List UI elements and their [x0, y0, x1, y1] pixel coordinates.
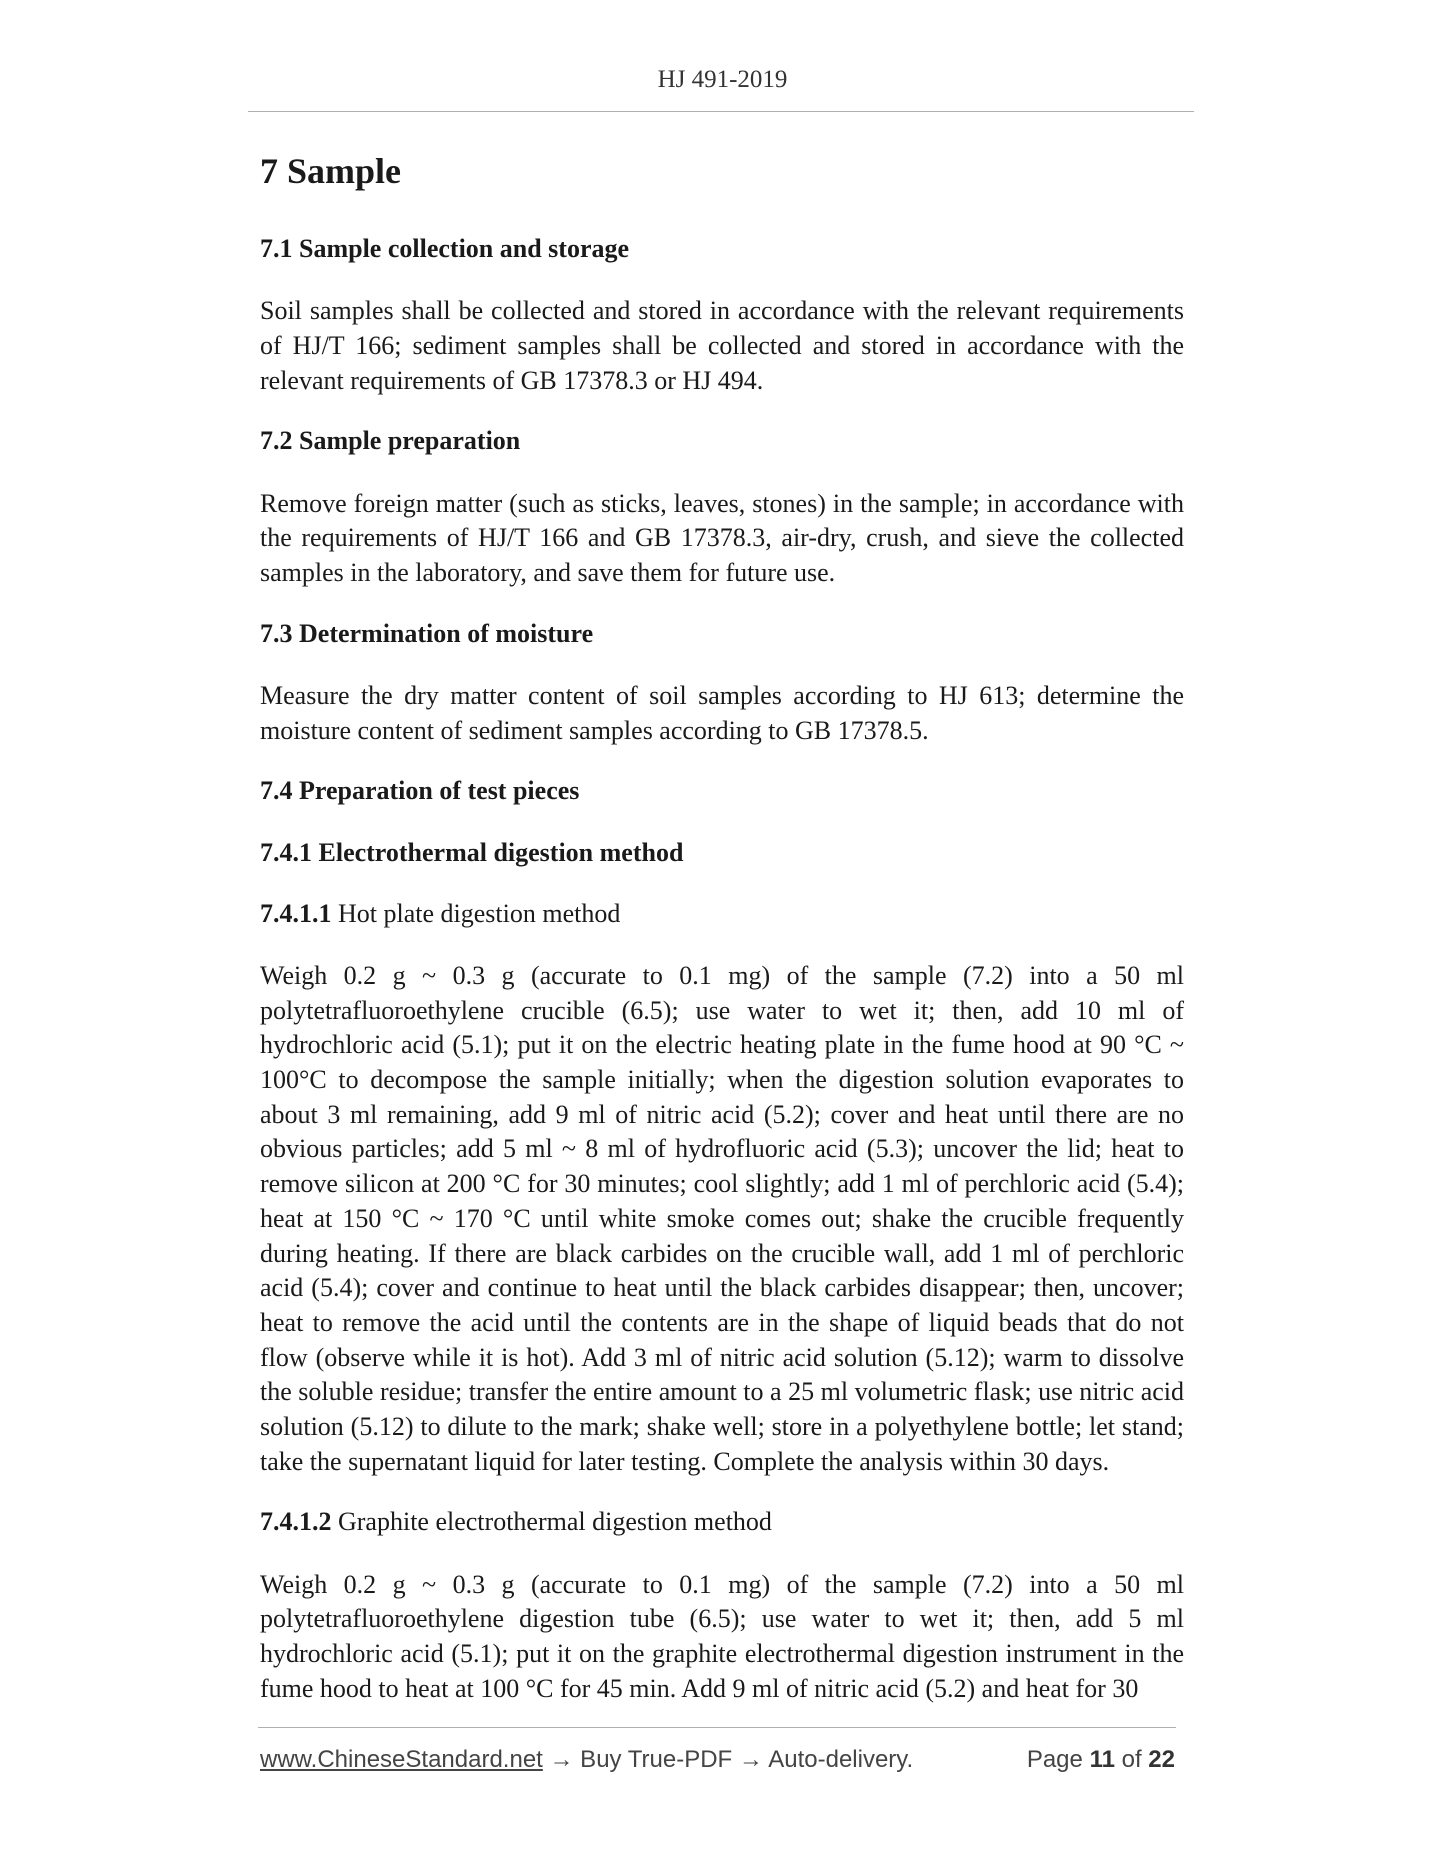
footer-tagline: → Buy True-PDF → Auto-delivery.	[542, 1746, 914, 1773]
footer-divider	[258, 1727, 1176, 1728]
page-number	[1027, 1746, 1175, 1774]
page-of-label: of	[1121, 1746, 1142, 1773]
heading-7-4: 7.4 Preparation of test pieces	[260, 776, 580, 806]
heading-7-4-1-1	[260, 898, 1184, 929]
heading-number: 7.4.1.2	[260, 1507, 332, 1537]
paragraph-7-3: Measure the dry matter content of soil samples according to HJ 613; determine the moisture content of sediment samples according to GB 17378.5.	[260, 680, 1184, 745]
page-total: 22	[1148, 1746, 1175, 1773]
page-footer	[260, 1746, 1175, 1774]
paragraph-7-2: Remove foreign matter (such as sticks, leaves, stones) in the sample; in accordance with the requirements of HJ/T 166 and GB 17378.3, air-dry, crush, and sieve the collected samples in the laboratory, and save them for future use.	[260, 488, 1184, 588]
page-label: Page	[1026, 1746, 1083, 1773]
paragraph-7-4-1-1: Weigh 0.2 g ~ 0.3 g (accurate to 0.1 mg) of the sample (7.2) into a 50 ml polytetrafluoroethylene crucible (6.5); use water to wet it; then, add 10 ml of hydrochloric acid (5.1); put it on the electric heating plate in the fume hood at 90 °C ~ 100°C to decompose the sample initially; when the digestion solution evaporates to about 3 ml remaining, add 9 ml of nitric acid (5.2); cover and heat until there are no obvious particles; add 5 ml ~ 8 ml of hydrofluoric acid (5.3); uncover the lid; heat to remove silicon at 200 °C for 30 minutes; cool slightly; add 1 ml of perchloric acid (5.4); heat at 150 °C ~ 170 °C until white smoke comes out; shake the crucible frequently during heating. If there are black carbides on the crucible wall, add 1 ml of perchloric acid (5.4); cover and continue to heat until the black carbides disappear; then, uncover; heat to remove the acid until the contents are in the shape of liquid beads that do not flow (observe while it is hot). Add 3 ml of nitric acid solution (5.12); warm to dissolve the soluble residue; transfer the entire amount to a 25 ml volumetric flask; use nitric acid solution (5.12) to dilute to the mark; shake well; store in a polyethylene bottle; let stand; take the supernatant liquid for later testing. Complete the analysis within 30 days.	[260, 960, 1184, 1476]
heading-text: Graphite electrothermal digestion method	[338, 1507, 772, 1537]
heading-number: 7.4.1.1	[260, 898, 332, 928]
page-current: 11	[1089, 1746, 1115, 1773]
heading-text: Hot plate digestion method	[338, 898, 621, 928]
paragraph-7-1: Soil samples shall be collected and stored in accordance with the relevant requirements of HJ/T 166; sediment samples shall be collected and stored in accordance with the relevant requirements of GB 17378.3 or HJ 494.	[260, 296, 1184, 395]
heading-7-4-1-2	[260, 1506, 1184, 1537]
heading-7-4-1: 7.4.1 Electrothermal digestion method	[260, 837, 684, 867]
section-title: 7 Sample	[260, 151, 402, 191]
document-code-header: HJ 491-2019	[657, 66, 788, 93]
heading-7-1: 7.1 Sample collection and storage	[260, 234, 630, 264]
header-divider	[248, 111, 1194, 112]
heading-7-2: 7.2 Sample preparation	[260, 426, 521, 456]
heading-7-3: 7.3 Determination of moisture	[260, 618, 594, 648]
website-link[interactable]: www.ChineseStandard.net	[260, 1746, 543, 1773]
paragraph-7-4-1-2: Weigh 0.2 g ~ 0.3 g (accurate to 0.1 mg) of the sample (7.2) into a 50 ml polytetrafluoroethylene digestion tube (6.5); use water to wet it; then, add 5 ml hydrochloric acid (5.1); put it on the graphite electrothermal digestion instrument in the fume hood to heat at 100 °C for 45 min. Add 9 ml of nitric acid (5.2) and heat for 30	[260, 1569, 1184, 1703]
page-content	[260, 150, 1184, 1733]
